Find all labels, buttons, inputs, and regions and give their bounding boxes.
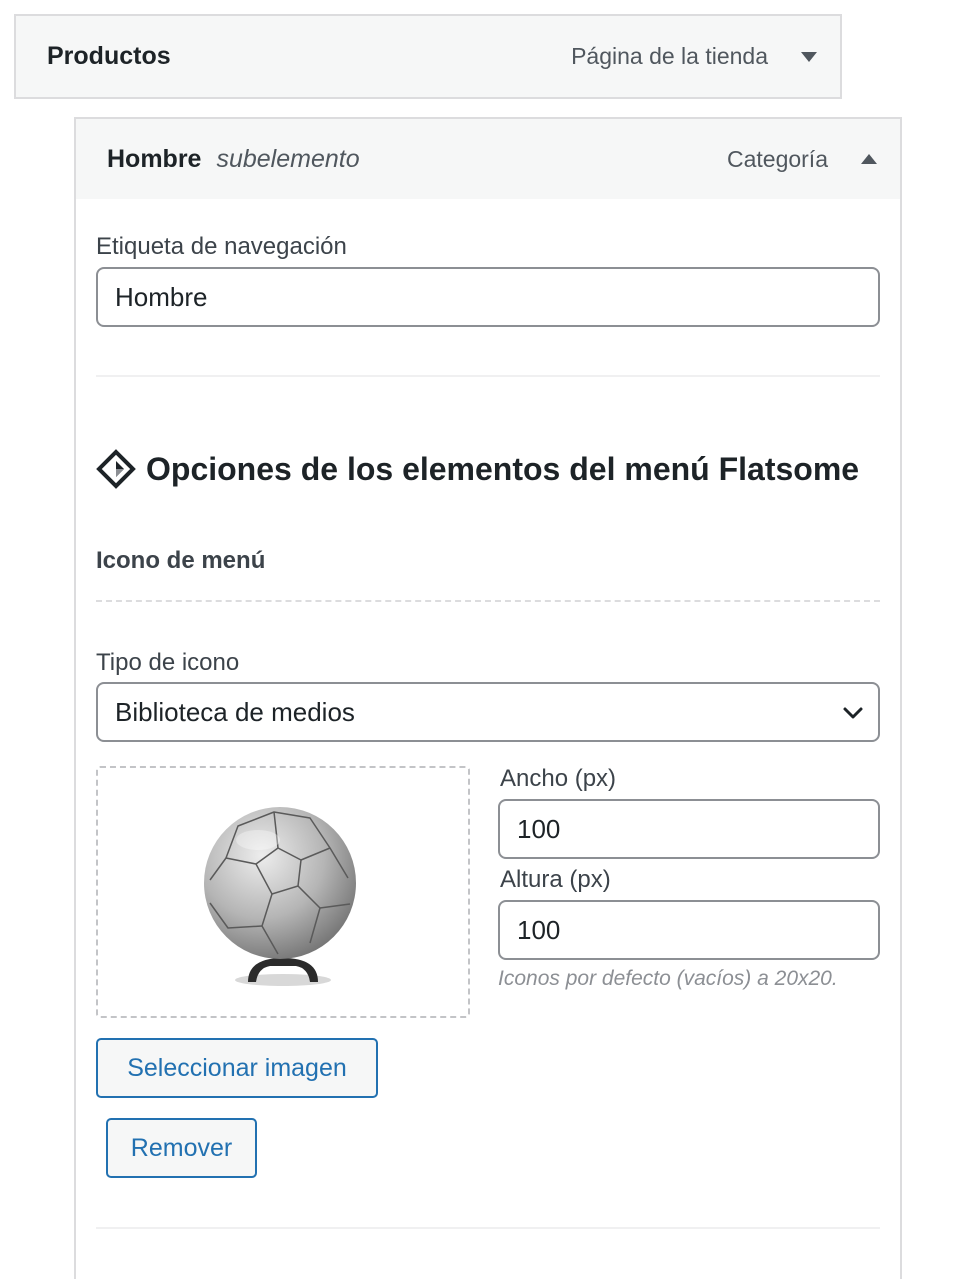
flatsome-options-heading bbox=[96, 449, 859, 489]
dimensions-hint: Iconos por defecto (vacíos) a 20x20. bbox=[498, 967, 838, 990]
select-image-button[interactable]: Seleccionar imagen bbox=[96, 1038, 378, 1098]
menu-item-subtitle: subelemento bbox=[216, 144, 360, 173]
divider bbox=[96, 375, 880, 377]
expand-toggle-button[interactable] bbox=[800, 16, 818, 97]
menu-item-productos[interactable] bbox=[14, 14, 842, 99]
menu-item-title-text: Hombre bbox=[107, 144, 202, 173]
flatsome-options-title: Opciones de los elementos del menú Flatsome bbox=[146, 450, 860, 487]
icon-type-select[interactable] bbox=[96, 682, 880, 742]
menu-item-type: Página de la tienda bbox=[571, 43, 768, 69]
remove-image-button[interactable]: Remover bbox=[106, 1118, 257, 1178]
collapse-toggle-button[interactable] bbox=[860, 119, 878, 199]
divider bbox=[96, 1227, 880, 1229]
menu-item-title: Productos bbox=[47, 42, 171, 70]
nav-label-caption: Etiqueta de navegación bbox=[96, 233, 347, 260]
soccer-ball-image bbox=[98, 768, 468, 1016]
menu-item-hombre[interactable] bbox=[74, 117, 902, 201]
menu-item-settings-panel bbox=[74, 199, 902, 1279]
height-caption: Altura (px) bbox=[500, 866, 611, 893]
flatsome-logo-icon bbox=[96, 449, 136, 489]
menu-icon-heading: Icono de menú bbox=[96, 547, 266, 574]
icon-type-selected: Biblioteca de medios bbox=[115, 696, 355, 727]
caret-down-icon bbox=[800, 51, 818, 63]
icon-image-preview[interactable] bbox=[96, 766, 470, 1018]
dashed-divider bbox=[96, 600, 880, 602]
menu-item-title bbox=[107, 119, 360, 199]
width-input[interactable] bbox=[498, 799, 880, 859]
chevron-down-icon bbox=[842, 702, 864, 724]
nav-label-input[interactable] bbox=[96, 267, 880, 327]
menu-item-type: Categoría bbox=[726, 145, 828, 172]
icon-type-caption: Tipo de icono bbox=[96, 649, 240, 676]
width-caption: Ancho (px) bbox=[500, 765, 617, 792]
caret-up-icon bbox=[860, 153, 878, 165]
height-input[interactable] bbox=[498, 900, 880, 960]
